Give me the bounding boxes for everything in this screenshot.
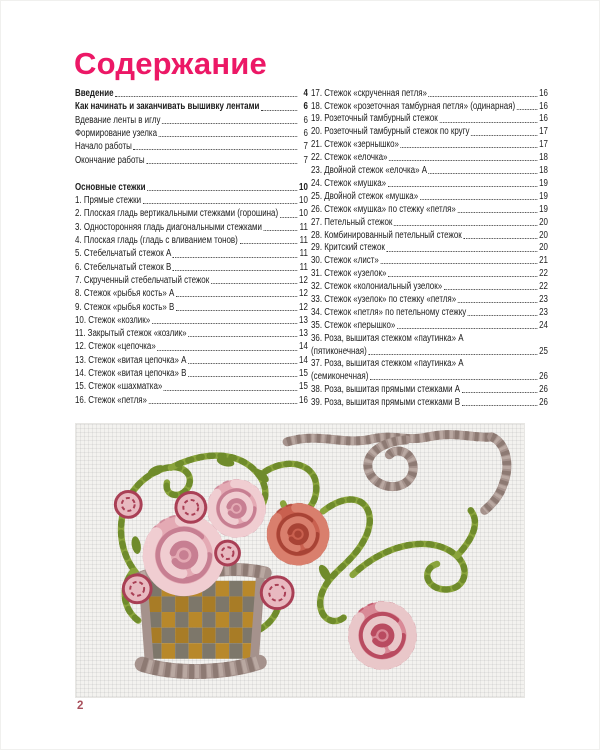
toc-leader-dots (159, 136, 298, 137)
toc-entry (311, 382, 548, 395)
toc-entry (75, 206, 308, 219)
toc-leader-dots (162, 123, 297, 124)
toc-entry-page: 6 (303, 128, 308, 139)
toc-entry-label: 4. Плоская гладь (гладь с вливанием тонов) (75, 235, 238, 247)
toc-entry-label: 15. Стежок «шахматка» (75, 381, 163, 393)
toc-leader-dots (463, 238, 537, 239)
basket-weave-cell (202, 612, 216, 628)
toc-entry-page: 20 (539, 229, 548, 241)
toc-leader-dots (173, 270, 297, 271)
basket-weave-cell (216, 596, 230, 612)
toc-entry (75, 299, 308, 312)
basket-weave-cell (175, 596, 189, 612)
toc-entry-label: 27. Петельный стежок (311, 216, 393, 228)
toc-leader-dots (462, 405, 538, 406)
toc-entry-page: 19 (539, 177, 548, 189)
toc-entry-page: 22 (539, 281, 548, 293)
toc-entry-label: 14. Стежок «витая цепочка» В (75, 368, 187, 380)
toc-entry-page: 11 (299, 235, 308, 247)
toc-leader-dots (471, 135, 537, 136)
toc-entry-label: 25. Двойной стежок «мушка» (311, 190, 419, 202)
basket-weave-cell (189, 643, 203, 659)
toc-entry-label: 16. Стежок «петля» (75, 394, 147, 406)
page-title: Содержание (74, 46, 267, 81)
toc-entry-label: 31. Стежок «узелок» (311, 268, 387, 280)
rose-center (378, 631, 386, 639)
toc-leader-dots (420, 199, 538, 200)
basket-weave-cell (202, 628, 216, 644)
toc-entry-page: 13 (299, 314, 308, 326)
toc-leader-dots (280, 217, 297, 218)
toc-entry-label: 20. Розеточный тамбурный стежок по кругу (311, 126, 470, 138)
toc-entry (311, 241, 548, 254)
basket-weave-cell (229, 628, 243, 644)
toc-entry (311, 138, 548, 151)
toc-entry (311, 202, 548, 215)
basket-weave-cell (189, 628, 203, 644)
toc-entry-label: 39. Роза, вышитая прямыми стежками В (311, 397, 461, 409)
vine-ribbon-shade (353, 544, 465, 590)
basket-weave-cell (229, 581, 243, 597)
basket-side-rim (254, 578, 260, 660)
toc-leader-dots (211, 283, 297, 284)
toc-entry (311, 305, 548, 318)
toc-entry (311, 331, 548, 344)
basket-weave-cell (148, 596, 162, 612)
toc-entry (311, 279, 548, 292)
toc-entry-page: 7 (303, 154, 308, 166)
toc-entry (75, 326, 308, 339)
toc-entry (311, 125, 548, 138)
toc-entry (75, 193, 308, 206)
toc-leader-dots (458, 302, 538, 303)
toc-entry-label: (семиконечная) (311, 371, 369, 383)
basket-weave-cell (175, 612, 189, 628)
toc-entry (75, 233, 308, 246)
toc-entry-page: 16 (539, 113, 548, 125)
basket-weave-cell (216, 628, 230, 644)
basket-weave-cell (229, 643, 243, 659)
toc-entry-page: 26 (539, 371, 548, 383)
toc-entry-label: 5. Стебельчатый стежок А (75, 248, 172, 260)
toc-leader-dots (188, 363, 297, 364)
toc-entry (311, 254, 548, 267)
toc-entry (75, 286, 308, 299)
toc-entry-page: 7 (303, 141, 308, 153)
toc-leader-dots (143, 203, 298, 204)
toc-entry-label: 19. Розеточный тамбурный стежок (311, 113, 438, 125)
toc-leader-dots (264, 230, 298, 231)
toc-entry-label: 24. Стежок «мушка» (311, 177, 387, 189)
toc-entry-page: 10 (299, 195, 308, 207)
toc-entry (75, 273, 308, 286)
toc-entry-label: Окончание работы (75, 154, 145, 166)
toc-entry (75, 246, 308, 259)
rose-center (294, 530, 301, 537)
toc-entry-label: 8. Стежок «рыбья кость» А (75, 288, 175, 300)
toc-entry-page: 12 (299, 274, 308, 286)
toc-entry-page: 24 (539, 319, 548, 331)
toc-entry (75, 99, 308, 112)
toc-entry-page: 23 (539, 293, 548, 305)
toc-leader-dots (176, 310, 297, 311)
toc-entry (311, 176, 548, 189)
toc-leader-dots (401, 147, 538, 148)
toc-entry-label: 23. Двойной стежок «елочка» А (311, 165, 428, 177)
toc-entry-page: 18 (539, 152, 548, 164)
toc-entry-page: 4 (303, 88, 308, 100)
basket-weave-cell (202, 643, 216, 659)
toc-entry-page: 14 (299, 354, 308, 366)
basket-weave-cell (216, 643, 230, 659)
toc-entry-page: 22 (539, 268, 548, 280)
toc-leader-dots (149, 403, 298, 404)
toc-entry-page: 26 (539, 397, 548, 409)
toc-entry (311, 163, 548, 176)
toc-entry-page: 10 (299, 181, 308, 193)
toc-entry-label: Начало работы (75, 141, 132, 153)
toc-leader-dots (394, 225, 537, 226)
basket-weave-cell (162, 628, 176, 644)
page-number: 2 (77, 700, 84, 712)
toc-leader-dots (176, 296, 297, 297)
toc-entry-page: 25 (539, 345, 548, 357)
toc-leader-dots (157, 350, 297, 351)
toc-entry-label: Введение (75, 88, 114, 100)
toc-entry (311, 395, 548, 408)
basket-weave-cell (162, 596, 176, 612)
toc-entry-page: 26 (539, 384, 548, 396)
vine-ribbon (320, 499, 370, 621)
toc-entry (311, 228, 548, 241)
toc-entry-label: (пятиконечная) (311, 345, 367, 357)
toc-entry-page: 20 (539, 242, 548, 254)
toc-leader-dots (389, 160, 537, 161)
toc-entry-page: 10 (299, 208, 308, 220)
toc-entry-page: 16 (539, 100, 548, 112)
toc-entry-label: 18. Стежок «розеточная тамбурная петля» (одинарная) (311, 100, 516, 112)
toc-entry-label: 11. Закрытый стежок «козлик» (75, 328, 187, 340)
toc-entry-label: 13. Стежок «витая цепочка» А (75, 354, 187, 366)
toc-leader-dots (439, 122, 537, 123)
toc-leader-dots (134, 149, 298, 150)
toc-leader-dots (239, 243, 297, 244)
embroidery-photo (75, 423, 525, 698)
toc-entry-page: 19 (539, 190, 548, 202)
toc-entry-label: 35. Стежок «перышко» (311, 319, 396, 331)
toc-entry-label: 30. Стежок «лист» (311, 255, 379, 267)
toc-leader-dots (517, 109, 538, 110)
toc-entry-page: 23 (539, 306, 548, 318)
vine-ribbon-shade (457, 510, 475, 556)
basket-weave-cell (189, 596, 203, 612)
basket-weave-cell (216, 581, 230, 597)
basket-weave-cell (175, 643, 189, 659)
toc-leader-dots (146, 163, 297, 164)
toc-entry-page: 20 (539, 216, 548, 228)
toc-entry (75, 126, 308, 139)
toc-column-right (311, 86, 548, 408)
toc-entry-page: 19 (539, 203, 548, 215)
toc-entry-label: 22. Стежок «елочка» (311, 152, 388, 164)
toc-leader-dots (468, 315, 537, 316)
toc-leader-dots (152, 323, 297, 324)
toc-entry (75, 180, 308, 193)
toc-entry-label: Формирование узелка (75, 128, 157, 139)
toc-entry-label: Вдевание ленты в иглу (75, 114, 161, 126)
basket-weave-cell (162, 643, 176, 659)
basket-weave-cell (175, 628, 189, 644)
toc-entry-label: Основные стежки (75, 181, 146, 193)
toc-entry (311, 266, 548, 279)
toc-entry (311, 215, 548, 228)
toc-leader-dots (429, 173, 538, 174)
toc-column-left (75, 86, 308, 406)
toc-entry (75, 313, 308, 326)
rosebud (216, 541, 240, 565)
toc-entry-label: 12. Стежок «цепочка» (75, 341, 156, 353)
toc-entry (75, 366, 308, 379)
toc-entry-label: 10. Стежок «козлик» (75, 314, 151, 326)
toc-leader-dots (164, 390, 297, 391)
toc-entry-label: 37. Роза, вышитая стежком «паутинка» А (311, 358, 464, 370)
toc-leader-dots (115, 96, 297, 97)
rose-center (179, 550, 189, 560)
toc-entry (75, 379, 308, 392)
toc-leader-dots (370, 379, 537, 380)
toc-entry-label: 21. Стежок «зернышко» (311, 139, 399, 151)
toc-entry (75, 353, 308, 366)
toc-leader-dots (444, 289, 538, 290)
toc-entry-page: 16 (539, 87, 548, 99)
toc-entry-label: 1. Прямые стежки (75, 195, 142, 207)
toc-leader-dots (380, 263, 537, 264)
toc-entry-label: 2. Плоская гладь вертикальными стежками (горошина) (75, 208, 279, 220)
toc-entry-label: 6. Стебельчатый стежок В (75, 261, 172, 273)
toc-entry (75, 220, 308, 233)
toc-entry-label: 26. Стежок «мушка» по стежку «петля» (311, 203, 456, 215)
toc-leader-dots (388, 186, 538, 187)
toc-entry (75, 113, 308, 126)
toc-entry-page: 6 (303, 101, 308, 113)
rosebud (123, 575, 151, 603)
toc-entry (75, 260, 308, 273)
toc-entry-page: 16 (299, 394, 308, 406)
toc-entry-page: 15 (299, 381, 308, 393)
toc-entry-page: 13 (299, 328, 308, 340)
toc-entry-label: 7. Скрученный стебельчатый стежок (75, 274, 210, 286)
toc-entry (311, 357, 548, 370)
toc-entry-page: 17 (539, 126, 548, 138)
basket-weave-cell (162, 612, 176, 628)
toc-entry-page: 15 (299, 368, 308, 380)
basket-weave-cell (202, 596, 216, 612)
toc-entry (311, 150, 548, 163)
toc-entry-label: 32. Стежок «колониальный узелок» (311, 281, 443, 293)
toc-entry-page: 18 (539, 165, 548, 177)
rosebud (115, 492, 141, 518)
toc-entry (75, 86, 308, 99)
toc-entry-label: Как начинать и заканчивать вышивку лентами (75, 101, 260, 113)
toc-entry (75, 139, 308, 152)
toc-entry (311, 189, 548, 202)
toc-leader-dots (188, 336, 297, 337)
toc-entry-page: 14 (299, 341, 308, 353)
toc-entry (311, 318, 548, 331)
toc-entry-label: 28. Комбинированный петельный стежок (311, 229, 462, 241)
toc-entry-label: 38. Роза, вышитая прямыми стежками А (311, 384, 461, 396)
toc-entry (311, 292, 548, 305)
toc-entry (311, 344, 548, 357)
toc-entry-label: 36. Роза, вышитая стежком «паутинка» А (311, 332, 464, 344)
toc-leader-dots (388, 276, 537, 277)
toc-entry (311, 99, 548, 112)
toc-leader-dots (462, 392, 538, 393)
toc-leader-dots (147, 190, 297, 191)
toc-entry (75, 393, 308, 406)
embroidery-illustration (76, 424, 524, 697)
rosebud (261, 577, 293, 609)
rosebud (176, 492, 206, 522)
basket-weave-cell (229, 612, 243, 628)
toc-entry-page: 11 (299, 221, 308, 233)
toc-leader-dots (397, 328, 537, 329)
toc-leader-dots (188, 376, 297, 377)
toc-entry-label: 9. Стежок «рыбья кость» В (75, 301, 175, 313)
toc-entry (311, 112, 548, 125)
toc-entry-page: 12 (299, 301, 308, 313)
toc-entry (311, 370, 548, 383)
toc-entry (75, 339, 308, 352)
toc-entry-page: 11 (299, 261, 308, 273)
toc-entry-label: 3. Односторонняя гладь диагональными стежками (75, 221, 262, 233)
toc-leader-dots (387, 251, 538, 252)
toc-leader-dots (429, 96, 538, 97)
toc-entry-page: 11 (299, 248, 308, 260)
toc-entry-page: 6 (303, 114, 308, 126)
toc-leader-dots (457, 212, 537, 213)
toc-entry-label: 33. Стежок «узелок» по стежку «петля» (311, 293, 457, 305)
basket-weave-cell (189, 612, 203, 628)
toc-entry (75, 152, 308, 165)
basket-weave-cell (243, 581, 257, 597)
basket-weave-cell (216, 612, 230, 628)
toc-leader-dots (261, 110, 297, 111)
toc-entry-label: 29. Критский стежок (311, 242, 385, 254)
toc-entry (311, 86, 548, 99)
rose-center (233, 505, 240, 512)
basket-weave-cell (229, 596, 243, 612)
toc-entry-label: 34. Стежок «петля» по петельному стежку (311, 306, 467, 318)
toc-leader-dots (368, 354, 537, 355)
toc-entry-page: 21 (539, 255, 548, 267)
leaf (130, 536, 142, 555)
toc-leader-dots (173, 257, 297, 258)
toc-entry-label: 17. Стежок «скрученная петля» (311, 87, 427, 99)
toc-entry-page: 17 (539, 139, 548, 151)
toc-entry-page: 12 (299, 288, 308, 300)
